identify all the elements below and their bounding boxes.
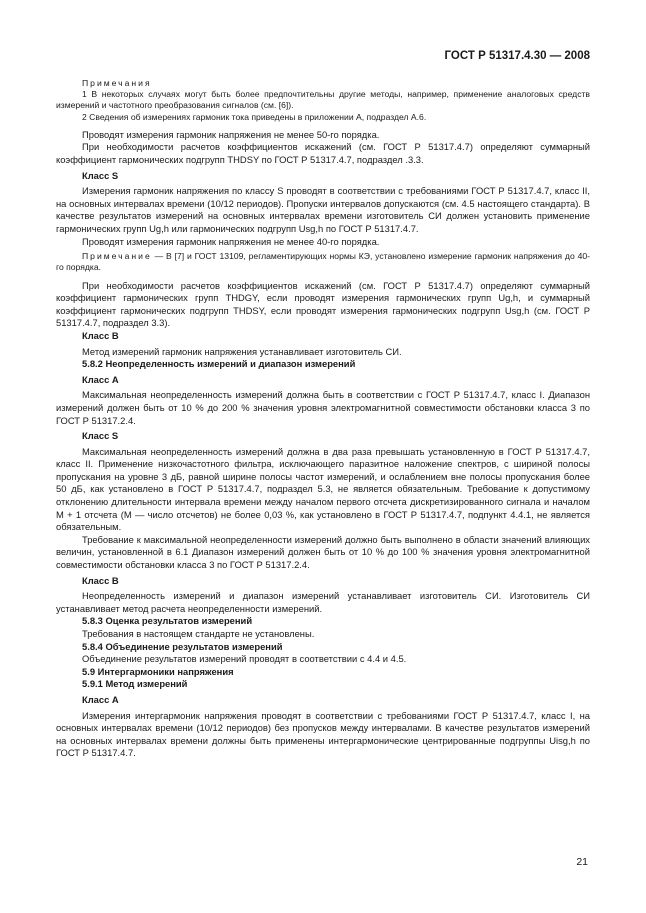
section-heading: 5.9.1 Метод измерений — [82, 678, 188, 690]
paragraph: Измерения гармоник напряжения по классу S проводят в соответствии с требованиями ГОСТ Р 51317.4.7, класс II, на основных интервалах времени (10/12 периодов). Пропуски интервалов допускаются (см. 4.5 настоящего стандарта). В качестве результатов измерений на основных интервалах времени изготовитель СИ должен установить применение гармонических групп Ug,h или гармонических подгрупп Usg,h по ГОСТ Р 51317.4.7. — [56, 185, 590, 234]
section-heading: 5.8.3 Оценка результатов измерений — [82, 615, 253, 627]
paragraph: Максимальная неопределенность измерений должна быть в соответствии с ГОСТ Р 51317.4.7, класс I. Диапазон измерений должен быть от 10 % до 200 % значения уровня электромагнитной совместимости обстановки класса 3 по ГОСТ Р 51317.2.4. — [56, 389, 590, 426]
section-heading: 5.8.4 Объединение результатов измерений — [82, 640, 283, 652]
note-item-1: 1 В некоторых случаях могут быть более предпочтительны другие методы, например, применение аналоговых средств измерений и частотного преобразования сигналов (см. [6]). — [56, 89, 590, 111]
section-heading: 5.9 Интергармоники напряжения — [82, 665, 234, 677]
class-heading: Класс S — [82, 430, 119, 442]
paragraph: Требование к максимальной неопределенности измерений должно быть выполнено в области значений влияющих величин, установленной в 6.1 Диапазон измерений должен быть от 10 % до 100 % значения уровня электромагнитной совместимости обстановки класса 3 по ГОСТ Р 51317.2.4. — [56, 533, 590, 571]
paragraph: Проводят измерения гармоник напряжения не менее 50-го порядка. — [82, 128, 380, 140]
class-heading: Класс А — [82, 693, 119, 705]
paragraph: Максимальная неопределенность измерений должна в два раза превышать установленную в ГОСТ Р 51317.4.7, класс II. Применение низкочастотного фильтра, исключающего паразитное наложение спектров, с шириной полосы пропускания на уровне 3 дБ, равной ширине полосы частот измерений, и ослаблением вне полосы пропускания более 50 дБ, как установлено в ГОСТ Р 51317.4.7, подраздел 5.3, не является обязательным. Требование к допустимому отклонению длительности интервала времени между началом первого отсчета дискретизированного сигнала и началом М + 1 отсчета (М — число отсчетов) не более 0,03 %, как установлено в ГОСТ Р 51317.4.7, подпункт 4.4.1, не является обязательным. — [56, 445, 590, 533]
page-body — [56, 78, 590, 760]
note-paragraph — [56, 251, 590, 273]
note-item-2: 2 Сведения об измерениях гармоник тока приведены в приложении А, подраздел А.6. — [82, 111, 427, 122]
document-header: ГОСТ Р 51317.4.30 — 2008 — [444, 50, 590, 62]
notes-title: Примечания — [82, 78, 152, 88]
note-text: — В [7] и ГОСТ 13109, регламентирующих нормы КЭ, установлено измерение гармоник напряжения до 40-го порядка. — [56, 251, 590, 273]
paragraph: Измерения интергармоник напряжения проводят в соответствии с требованиями ГОСТ Р 51317.4.7, класс I, на основных интервалах времени (10/12 периодов) без пропусков между интервалами. В качестве результатов измерений на основных интервалах времени должны быть применены интергармонические центрированные подгруппы Uisg,h по ГОСТ Р 51317.4.7. — [56, 709, 590, 759]
paragraph: Метод измерений гармоник напряжения устанавливает изготовитель СИ. — [82, 345, 402, 357]
section-heading: 5.8.2 Неопределенность измерений и диапазон измерений — [82, 358, 356, 370]
paragraph: При необходимости расчетов коэффициентов искажений (см. ГОСТ Р 51317.4.7) определяют суммарный коэффициент гармонических групп THDGY, если проводят измерения гармонических групп Ug,h, и суммарный коэффициент гармонических подгрупп THDSY, если проводят измерения гармонических подгрупп Usg,h (см. ГОСТ Р 51317.4.7, подраздел 3.3). — [56, 279, 590, 329]
paragraph: Требования в настоящем стандарте не установлены. — [82, 628, 315, 639]
note-label: Примечание — [82, 251, 152, 262]
paragraph: Объединение результатов измерений проводят в соответствии с 4.4 и 4.5. — [82, 653, 407, 665]
page-number: 21 — [576, 856, 588, 868]
paragraph: Неопределенность измерений и диапазон измерений устанавливает изготовитель СИ. Изготовитель СИ устанавливает метод расчета неопределенности измерений. — [56, 590, 590, 614]
class-heading: Класс А — [82, 373, 119, 385]
class-heading: Класс В — [82, 574, 119, 586]
class-heading: Класс В — [82, 329, 119, 341]
class-heading: Класс S — [82, 169, 119, 181]
paragraph: Проводят измерения гармоник напряжения не менее 40-го порядка. — [82, 235, 380, 247]
paragraph: При необходимости расчетов коэффициентов искажений (см. ГОСТ Р 51317.4.7) определяют суммарный коэффициент гармонических подгрупп THDSY по ГОСТ Р 51317.4.7, подраздел .3.3. — [56, 141, 590, 165]
